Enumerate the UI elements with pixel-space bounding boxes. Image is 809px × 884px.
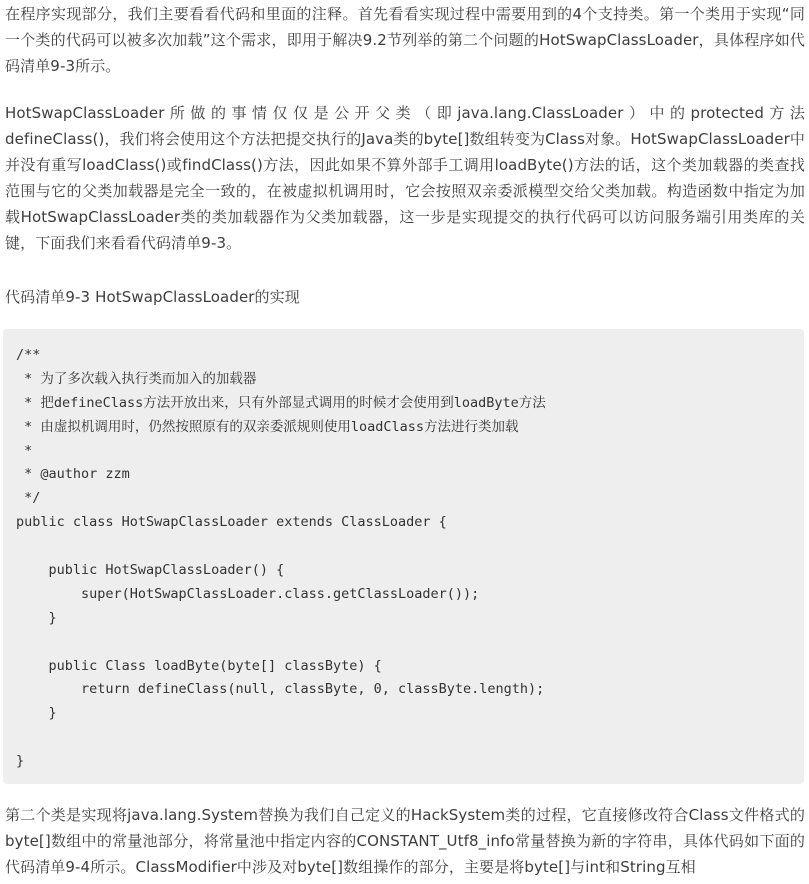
code-line: return defineClass(null, classByte, 0, classByte.length); [16, 681, 545, 698]
code-line: * 为了多次载入执行类而加入的加载器 [16, 370, 257, 387]
code-line: super(HotSwapClassLoader.class.getClassLoader()); [16, 585, 480, 602]
code-listing-caption: 代码清单9-3 HotSwapClassLoader的实现 [5, 288, 300, 306]
code-line: } [16, 753, 25, 770]
code-line [16, 631, 804, 655]
followup-paragraph: 第二个类是实现将java.lang.System替换为我们自己定义的HackSystem类的过程，它直接修改符合Class文件格式的byte[]数组中的常量池部分，将常量池中指定内容的CONSTANT_Utf8_info常量替换为新的字符串，具体代码如下面的代码清单9-4所示。ClassModifier中涉及对byte[]数组操作的部分，主要是将byte[]与int和String互相 [5, 806, 805, 876]
code-line [16, 535, 804, 559]
code-line: } [16, 705, 57, 722]
explanation-paragraph: HotSwapClassLoader所做的事情仅仅是公开父类（即java.lang.ClassLoader）中的protected方法defineClass()，我们将会使用这个方法把提交执行的Java类的byte[]数组转变为Class对象。HotSwapClassLoader中并没有重写loadClass()或findClass()方法，因此如果不算外部手工调用loadByte()方法的话，这个类加载器的类查找范围与它的父类加载器是完全一致的，在被虚拟机调用时，它会按照双亲委派模型交给父类加载。构造函数中指定为加载HotSwapClassLoader类的类加载器作为父类加载器，这一步是实现提交的执行代码可以访问服务端引用类库的关键，下面我们来看看代码清单9-3。 [5, 104, 805, 252]
code-block [3, 329, 804, 784]
code-line: * 把defineClass方法开放出来，只有外部显式调用的时候才会使用到loadByte方法 [16, 394, 546, 411]
code-line: public Class loadByte(byte[] classByte) { [16, 657, 382, 674]
code-line: /** [16, 347, 41, 363]
code-line: public HotSwapClassLoader() { [16, 562, 285, 579]
code-line: * @author zzm [16, 466, 130, 483]
code-line: public class HotSwapClassLoader extends ClassLoader { [16, 514, 447, 531]
code-line: * [16, 442, 33, 459]
intro-paragraph: 在程序实现部分，我们主要看看代码和里面的注释。首先看看实现过程中需要用到的4个支持类。第一个类用于实现“同一个类的代码可以被多次加载”这个需求，即用于解决9.2节列举的第二个问题的HotSwapClassLoader，具体程序如代码清单9-3所示。 [5, 5, 805, 75]
code-line: } [16, 609, 57, 626]
code-line [16, 726, 804, 750]
code-line: */ [16, 490, 41, 507]
code-line: * 由虚拟机调用时，仍然按照原有的双亲委派规则使用loadClass方法进行类加载 [16, 418, 519, 435]
